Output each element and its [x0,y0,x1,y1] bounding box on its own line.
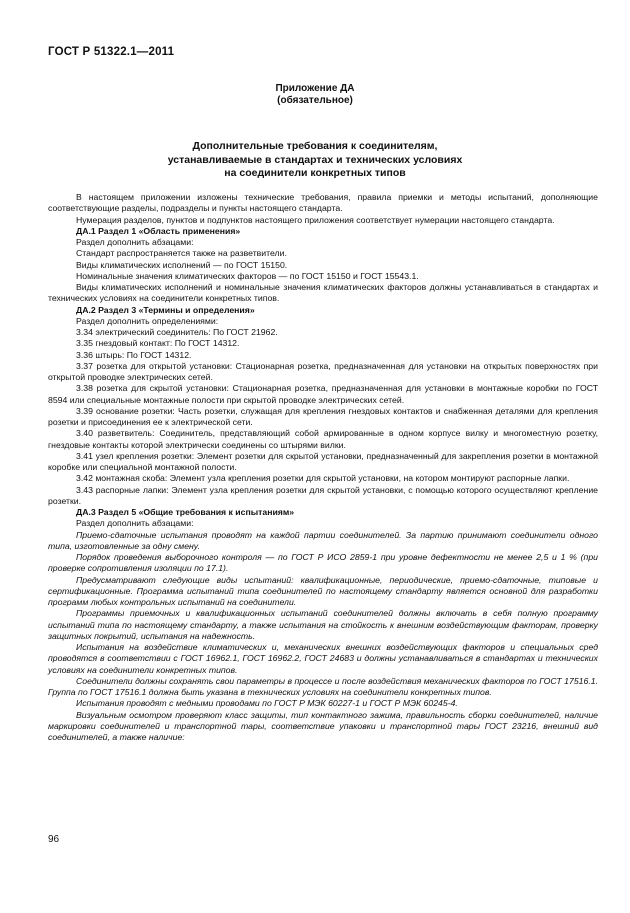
definition: 3.36 штырь: По ГОСТ 14312. [76,349,192,360]
section-heading: ДА.1 Раздел 1 «Область применения» [76,225,241,236]
section-heading: ДА.3 Раздел 5 «Общие требования к испытаниям» [76,507,295,517]
definition: 3.42 монтажная скоба: Элемент узла крепления розетки для скрытой установки, на котором монтируют распорные лапки. [76,473,570,484]
paragraph: Стандарт распространяется также на разветвители. [76,248,287,259]
paragraph: Соединители должны сохранять свои параметры в процессе и после воздействия механических факторов по ГОСТ 17516.1. Группа по ГОСТ 17516.1 должна быть указана в технических условиях на соединители конкретных типов. [48,675,598,697]
appendix-title: Приложение ДА [275,83,355,94]
definition: 3.39 основание розетки: Часть розетки, служащая для крепления гнездовых контактов и снабженная деталями для крепления розетки и присоединения ее к электрической сети. [48,405,598,427]
definition: 3.38 розетка для скрытой установки: Стационарная розетка, предназначенная для установки в монтажные коробки по ГОСТ 8594 или специальные монтажные полости при скрытой проводке электрических сетей. [48,383,598,405]
paragraph: Визуальным осмотром проверяют класс защиты, тип контактного зажима, правильность сборки соединителей, наличие маркировки соединителей и транспортной тары, соответствие упаковки и транспортной тары ГОСТ 23216, внешний вид соединителей, а также наличие: [48,709,598,742]
definition: 3.41 узел крепления розетки: Элемент розетки для скрытой установки, предназначенный для закрепления розетки в монтажной коробке или специальной монтажной полости. [48,450,598,472]
paragraph: Раздел дополнить абзацами: [76,518,194,529]
definition: 3.37 розетка для открытой установки: Стационарная розетка, предназначенная для установки на открытых поверхностях при открытой проводке электрических сетей. [48,360,598,382]
definition: 3.35 гнездовый контакт: По ГОСТ 14312. [76,338,240,349]
appendix-status: (обязательное) [277,95,353,106]
section-heading: ДА.2 Раздел 3 «Термины и определения» [76,304,255,315]
paragraph: Раздел дополнить определениями: [76,315,219,326]
paragraph: Приемо-сдаточные испытания проводят на каждой партии соединителей. За партию принимают соединители одного типа, изготовленные за одну смену. [48,529,598,551]
page-number: 96 [48,834,60,845]
paragraph: Порядок проведения выборочного контроля — по ГОСТ Р ИСО 2859-1 при уровне дефектности не менее 2,5 и 1 % (при проверке сопротивления изоляции по 17.1). [48,552,598,574]
title-line: Дополнительные требования к соединителям, [192,140,438,152]
paragraph: Виды климатических исполнений — по ГОСТ 15150. [76,259,288,270]
paragraph: Испытания на воздействие климатических и, механических внешних воздействующих факторов и специальных сред проводятся в соответствии с ГОСТ 16962.1, ГОСТ 16962.2, ГОСТ 24683 и должны устанавливаться в стандартах и технических условиях на соединители конкретных типов. [48,642,598,675]
paragraph: Программы приемочных и квалификационных испытаний соединителей должны включать в себя полную программу испытаний типа по настоящему стандарту, а также испытания на стойкость к внешним воздействующим факторам, проверку защитных покрытий, испытания на надежность. [48,608,598,641]
definition: 3.40 разветвитель: Соединитель, представляющий собой армированные в одном корпусе вилку и многоместную розетку, гнездовые контакты которой электрически соединены со штырями вилки. [48,428,598,450]
paragraph: Раздел дополнить абзацами: [76,237,194,247]
intro-paragraph: В настоящем приложении изложены технические требования, правила приемки и методы испытаний, дополняющие соответствующие разделы, подразделы и пункты настоящего стандарта. [48,192,598,214]
definition: 3.34 электрический соединитель: По ГОСТ 21962. [76,327,278,337]
title-line: устанавливаемые в стандартах и технических условиях [167,153,463,166]
document-title [0,140,630,181]
document-body [48,192,598,743]
paragraph: Испытания проводят с медными проводами по ГОСТ Р МЭК 60227-1 и ГОСТ Р МЭК 60245-4. [76,698,458,709]
definition: 3.43 распорные лапки: Элемент узла крепления розетки для скрытой установки, с помощью которого осуществляют крепление розетки. [48,484,598,506]
numbering-note: Нумерация разделов, пунктов и подпунктов настоящего приложения соответствует нумерации настоящего стандарта. [76,214,555,225]
paragraph: Виды климатических исполнений и номинальные значения климатических факторов должны устанавливаться в стандартах и технических условиях на соединители конкретных типов. [48,282,598,304]
title-line: на соединители конкретных типов [224,167,406,179]
document-header: ГОСТ Р 51322.1—2011 [48,46,175,58]
paragraph: Номинальные значения климатических факторов — по ГОСТ 15150 и ГОСТ 15543.1. [76,270,419,281]
paragraph: Предусматривают следующие виды испытаний: квалификационные, периодические, приемо-сдаточные, типовые и сертификационные. Программа испытаний типа соединителей по настоящему стандарту является основной для разработки программ любых контрольных испытаний на соединители. [48,574,598,607]
